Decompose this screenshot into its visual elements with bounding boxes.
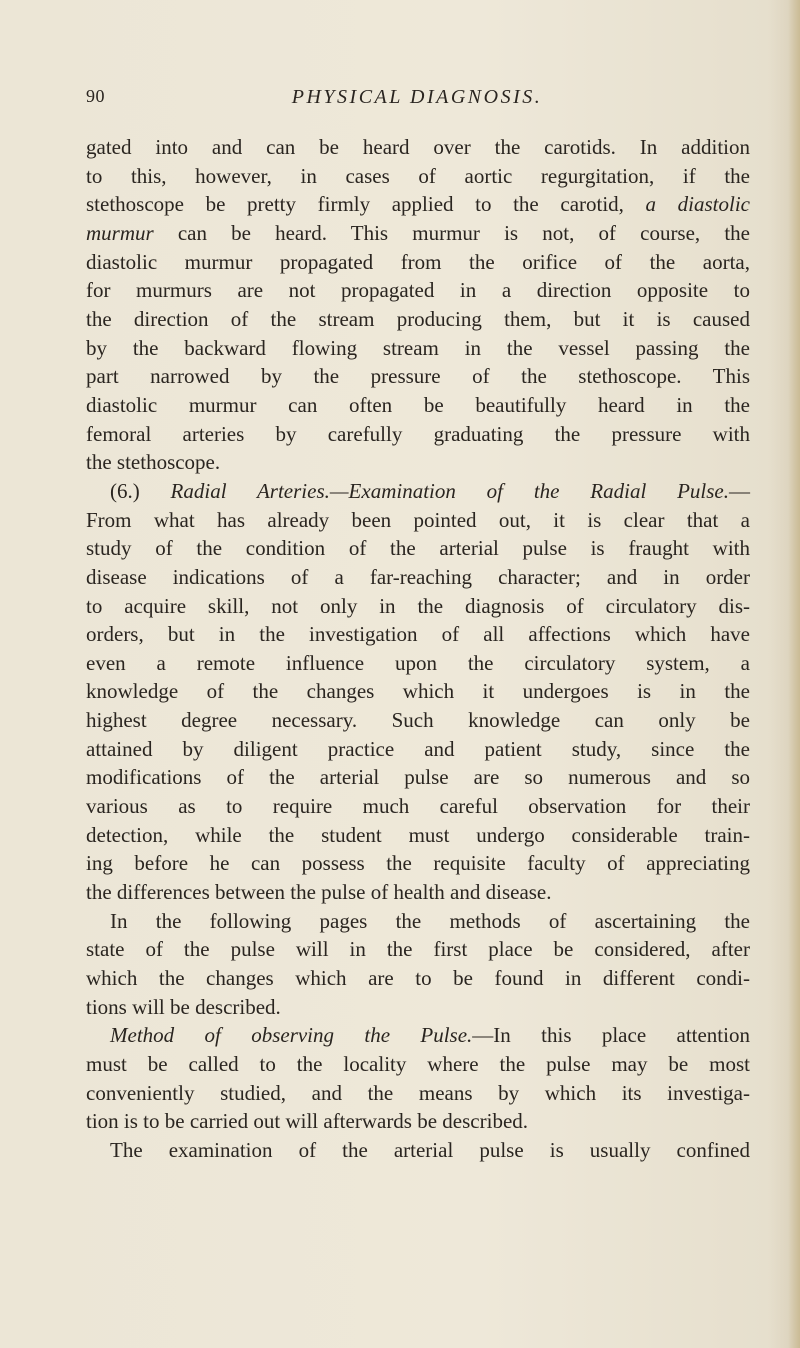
text-line (86, 735, 750, 764)
page-number: 90 (86, 86, 105, 106)
line-text: must be called to the locality where the pulse may be most (86, 1052, 750, 1076)
text-line (86, 878, 750, 907)
line-text: stethoscope be pretty firmly applied to the carotid, (86, 192, 646, 217)
line-text: state of the pulse will in the first place be considered, after (86, 937, 750, 962)
line-text: to acquire skill, not only in the diagnosis of circulatory dis- (86, 593, 750, 618)
italic-text: Method of observing the Pulse. (110, 1023, 473, 1048)
line-text: detection, while the student must undergo considerable train- (86, 822, 750, 847)
text-line (86, 391, 750, 420)
line-text: (6.) (110, 478, 171, 503)
page-header (86, 86, 748, 112)
text-line (86, 1021, 750, 1050)
line-text: the differences between the pulse of health and disease. (86, 880, 552, 905)
line-text: From what has already been pointed out, it is clear that a (86, 507, 750, 532)
running-head: PHYSICAL DIAGNOSIS. (291, 86, 543, 108)
text-line (86, 448, 750, 477)
line-text: femoral arteries by carefully graduating the pressure with (86, 421, 750, 446)
page-edge-shadow (788, 0, 800, 1348)
text-line (86, 162, 750, 191)
text-line (86, 1050, 750, 1079)
text-line (86, 649, 750, 678)
text-line (86, 1079, 750, 1108)
line-text: even a remote influence upon the circulatory system, a (86, 650, 750, 675)
text-line (86, 305, 750, 334)
line-text: — (729, 478, 750, 503)
line-text: knowledge of the changes which it undergoes is in the (86, 679, 750, 704)
text-line (86, 362, 750, 391)
text-line (86, 706, 750, 735)
text-line (86, 477, 750, 506)
text-line (86, 592, 750, 621)
text-line (86, 219, 750, 248)
line-text: to this, however, in cases of aortic regurgitation, if the (86, 163, 750, 188)
line-text: attained by diligent practice and patient study, since the (86, 736, 750, 761)
line-text: by the backward flowing stream in the vessel passing the (86, 335, 750, 360)
body-text (86, 133, 750, 1165)
text-line (86, 420, 750, 449)
text-line (86, 534, 750, 563)
text-line (86, 276, 750, 305)
line-text: ing before he can possess the requisite faculty of appreciating (86, 851, 750, 876)
line-text: modifications of the arterial pulse are so numerous and so (86, 765, 750, 790)
line-text: In the following pages the methods of ascertaining the (110, 908, 750, 933)
line-text: diastolic murmur can often be beautifully heard in the (86, 392, 750, 417)
line-text: tions will be described. (86, 994, 281, 1019)
text-line (86, 133, 750, 162)
text-line (86, 993, 750, 1022)
line-text: various as to require much careful observation for their (86, 794, 750, 819)
text-line (86, 190, 750, 219)
italic-text: Radial Arteries.—Examination of the Radial Pulse. (170, 478, 729, 503)
text-line (86, 248, 750, 277)
line-text: The examination of the arterial pulse is usually confined (110, 1137, 750, 1162)
line-text: gated into and can be heard over the carotids. In addition (86, 135, 750, 159)
text-line (86, 907, 750, 936)
text-line (86, 763, 750, 792)
text-line (86, 334, 750, 363)
line-text: study of the condition of the arterial pulse is fraught with (86, 536, 750, 561)
line-text: the direction of the stream producing them, but it is caused (86, 306, 750, 331)
text-line (86, 935, 750, 964)
line-text: part narrowed by the pressure of the stethoscope. This (86, 364, 750, 389)
line-text: tion is to be carried out will afterwards be described. (86, 1109, 529, 1134)
text-line (86, 1107, 750, 1136)
italic-text: murmur (86, 220, 154, 245)
text-line (86, 964, 750, 993)
line-text: diastolic murmur propagated from the orifice of the aorta, (86, 249, 750, 274)
text-line (86, 506, 750, 535)
line-text: the stethoscope. (86, 450, 221, 475)
text-line (86, 792, 750, 821)
line-text: for murmurs are not propagated in a direction opposite to (86, 278, 750, 303)
line-text: conveniently studied, and the means by which its investiga- (86, 1080, 750, 1105)
text-line (86, 821, 750, 850)
line-text: —In this place attention (472, 1023, 750, 1048)
line-text: can be heard. This murmur is not, of course, the (153, 220, 750, 245)
text-line (86, 563, 750, 592)
line-text: highest degree necessary. Such knowledge can only be (86, 708, 750, 733)
italic-text: a diastolic (645, 192, 750, 217)
text-line (86, 1136, 750, 1165)
line-text: which the changes which are to be found in different condi- (86, 966, 750, 991)
text-line (86, 849, 750, 878)
text-line (86, 620, 750, 649)
text-line (86, 677, 750, 706)
line-text: disease indications of a far-reaching character; and in order (86, 564, 750, 589)
line-text: orders, but in the investigation of all affections which have (86, 622, 750, 647)
